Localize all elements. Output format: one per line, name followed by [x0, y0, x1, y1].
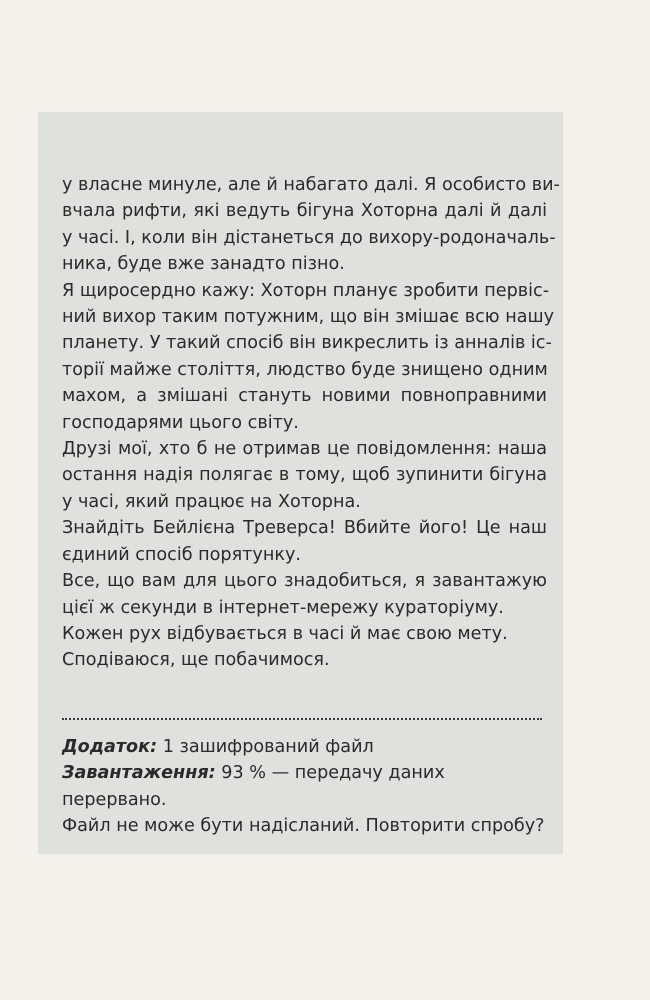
message-panel — [38, 112, 563, 854]
message-footer — [62, 734, 552, 840]
text-line: цієї ж секунди в інтернет-мережу кураторіуму. — [62, 597, 504, 618]
paragraph — [62, 647, 547, 673]
text-line: єдиний спосіб порятунку. — [62, 544, 301, 565]
paragraph — [62, 172, 560, 278]
text-line: вчала рифти, які ведуть бігуна Хоторна далі й далі — [62, 201, 547, 222]
upload-status-line[interactable]: Файл не може бути надісланий. Повторити спробу? — [62, 816, 545, 837]
text-line: ний вихор таким потужним, що він змішає всю нашу — [62, 307, 554, 328]
attachment-value: 1 зашифрований файл — [157, 737, 374, 757]
attachment-label: Додаток: — [62, 737, 158, 757]
dotted-divider — [62, 718, 542, 720]
upload-label: Завантаження: — [62, 763, 216, 784]
paragraph — [62, 568, 547, 621]
upload-value: 93 % — передачу даних перервано. — [62, 763, 445, 810]
upload-row — [62, 760, 552, 813]
text-line: торії майже століття, людство буде знищено одним — [62, 359, 548, 380]
paragraph — [62, 515, 547, 568]
text-line: у власне минуле, але й набагато далі. Я особисто ви- — [62, 175, 560, 195]
message-body — [62, 172, 560, 674]
attachment-row — [62, 734, 552, 760]
text-line: у часі. І, коли він дістанеться до вихору-родоначаль- — [62, 227, 556, 248]
paragraph — [62, 436, 547, 515]
paragraph — [62, 621, 547, 647]
text-line: Сподіваюся, ще побачимося. — [62, 650, 330, 671]
text-line: Я щиросердно кажу: Хоторн планує зробити первіс- — [62, 280, 550, 301]
text-line: Все, що вам для цього знадобиться, я завантажую — [62, 571, 547, 592]
text-line: планету. У такий спосіб він викреслить із анналів іс- — [62, 333, 552, 354]
text-line: Кожен рух відбувається в часі й має свою мету. — [62, 623, 508, 644]
text-line: махом, а змішані стануть новими повноправними — [62, 386, 547, 407]
text-line: остання надія полягає в тому, щоб зупинити бігуна — [62, 465, 547, 486]
text-line: Друзі мої, хто б не отримав це повідомлення: наша — [62, 439, 547, 460]
text-line: у часі, який працює на Хоторна. — [62, 491, 361, 512]
paragraph — [62, 278, 554, 436]
text-line: Знайдіть Бейлієна Треверса! Вбийте його! Це наш — [62, 518, 547, 539]
text-line: господарями цього світу. — [62, 412, 299, 433]
text-line: ника, буде вже занадто пізно. — [62, 254, 345, 275]
